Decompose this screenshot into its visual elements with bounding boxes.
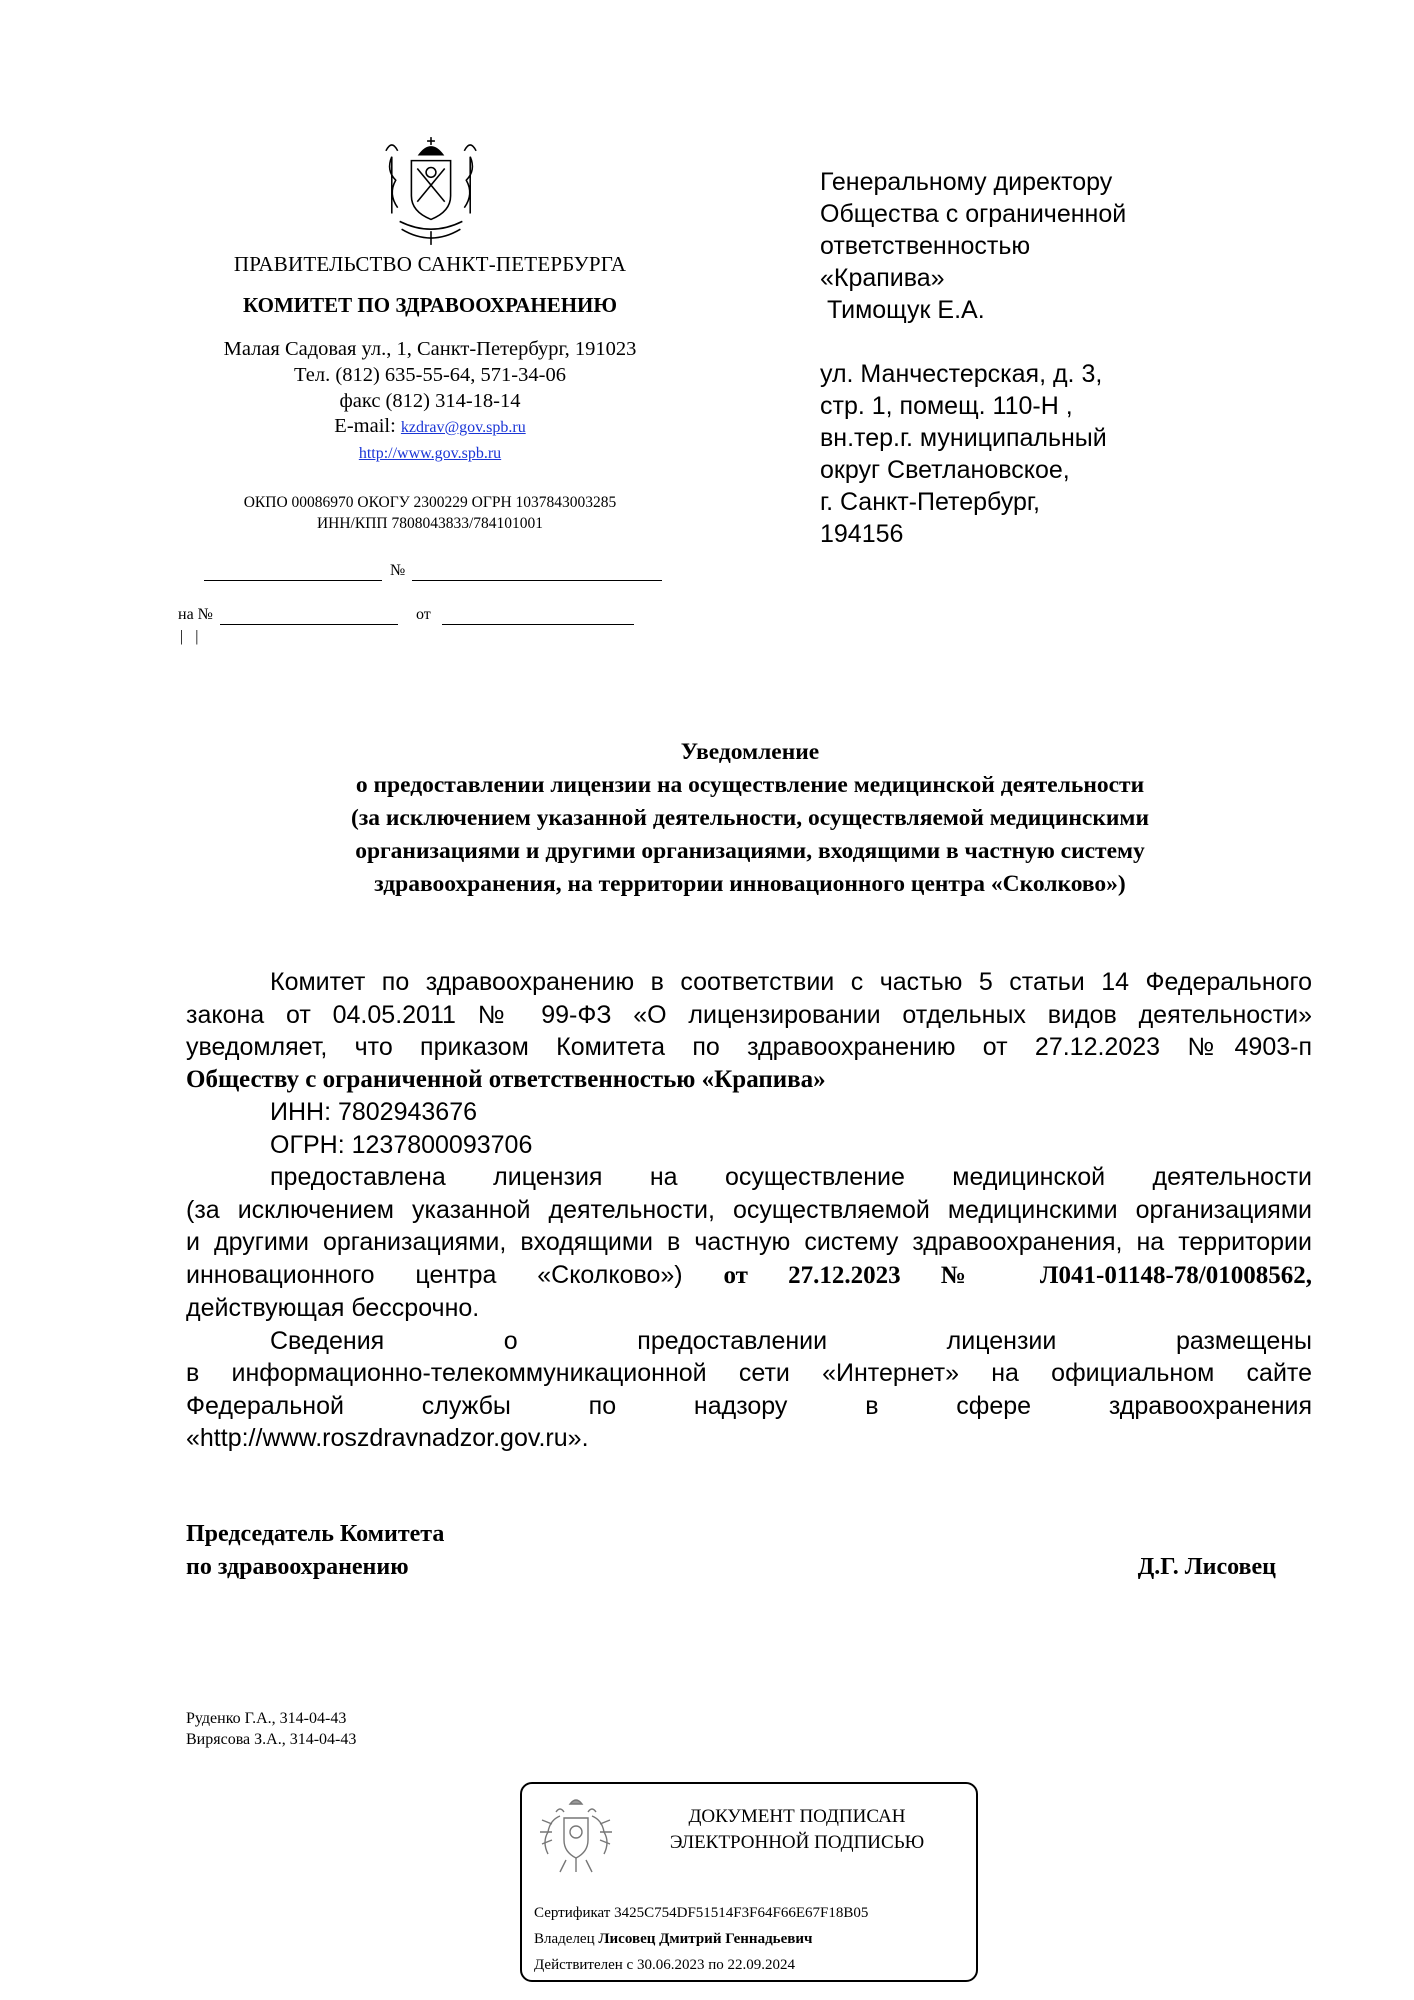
recipient-address-line: округ Светлановское, [820,456,1070,484]
email-link[interactable]: kzdrav@gov.spb.ru [400,419,526,436]
title-line: здравоохранения, на территории инновационного центра «Сколково») [374,871,1126,897]
letterhead [170,252,690,534]
licensee-name: Обществу с ограниченной ответственностью «Крапива» [186,1065,826,1093]
certificate-validity: Действителен с 30.06.2023 по 22.09.2024 [534,1957,795,1973]
body-line: действующая бессрочно. [186,1294,480,1322]
body-line: в информационно-телекоммуникационной сети «Интернет» на официальном сайте [186,1359,1312,1387]
license-number: от 27.12.2023 № Л041-01148-78/01008562, [723,1261,1313,1289]
reference-from-label: от [416,606,431,623]
committee-address: Малая Садовая ул., 1, Санкт-Петербург, 191023 [223,338,637,360]
stamp-heading-line: ЭЛЕКТРОННОЙ ПОДПИСЬЮ [669,1832,925,1853]
body-line: предоставлена лицензия на осуществление медицинской деятельности [270,1163,1312,1191]
title-line: о предоставлении лицензии на осуществление медицинской деятельности [355,772,1145,798]
committee-fax: факс (812) 314-18-14 [339,390,521,412]
notice-body [186,966,1312,1455]
okpo-okogu-ogrn: ОКПО 00086970 ОКОГУ 2300229 ОГРН 1037843003285 [243,494,617,511]
recipient-postcode: 194156 [820,520,904,548]
body-line: и другими организациями, входящими в частную систему здравоохранения, на территории [186,1228,1312,1256]
stamp-heading [632,1804,962,1856]
website-link[interactable]: http://www.gov.spb.ru [358,445,502,462]
recipient-address-line: вн.тер.г. муниципальный [820,424,1107,452]
reference-number-blank [220,624,398,625]
signer-position: по здравоохранению [186,1554,409,1580]
owner-name: Лисовец Дмитрий Геннадьевич [598,1931,813,1947]
recipient-block [820,166,1260,550]
reference-date-blank [442,624,634,625]
signature-block [186,1518,1276,1584]
licensee-ogrn: ОГРН: 1237800093706 [270,1130,533,1159]
committee-email-line [170,414,690,440]
recipient-address-line: г. Санкт-Петербург, [820,488,1040,516]
reference-number-line [178,604,648,648]
recipient-address-line: стр. 1, помещ. 110-Н , [820,392,1073,420]
body-line: (за исключением указанной деятельности, осуществляемой медицинскими организациями [186,1195,1312,1224]
recipient-name: Тимощук Е.А. [820,296,985,324]
body-line-license [186,1259,1312,1293]
committee-phone: Тел. (812) 635-55-64, 571-34-06 [294,364,566,386]
committee-address-block [170,336,690,414]
russian-double-headed-eagle-icon [536,1794,616,1876]
signer-position: Председатель Комитета [186,1521,445,1547]
title-line: организациями и другими организациями, входящими в частную систему [355,838,1145,864]
notice-title [180,736,1320,901]
body-line: «http://www.roszdravnadzor.gov.ru». [186,1424,589,1452]
recipient-line: ответственностью [820,232,1031,260]
recipient-line: «Крапива» [820,264,945,292]
reference-marks: | | [180,628,203,645]
body-text: инновационного центра «Сколково») [186,1260,724,1289]
recipient-address-line: ул. Манчестерская, д. 3, [820,360,1103,388]
executor-contact: Руденко Г.А., 314-04-43 [186,1710,347,1727]
inn-kpp: ИНН/КПП 7808043833/784101001 [316,515,544,532]
certificate-details [534,1900,868,1978]
executor-contact: Вирясова З.А., 314-04-43 [186,1731,357,1748]
body-line: уведомляет, что приказом Комитета по здравоохранению от 27.12.2023 №4903-п [186,1033,1312,1061]
licensee-inn: ИНН: 7802943676 [270,1098,478,1126]
body-line: закона от 04.05.2011 № 99-ФЗ «О лицензировании отдельных видов деятельности» [186,1000,1312,1029]
spb-coat-of-arms-icon [382,133,480,249]
outgoing-number-line [204,560,664,586]
committee-website-line [170,440,690,466]
number-blank-line [412,580,662,581]
committee-name: КОМИТЕТ ПО ЗДРАВООХРАНЕНИЮ [242,293,618,317]
executors-block [186,1708,356,1750]
body-line: Федеральной службы по надзору в сфере здравоохранения [186,1391,1312,1420]
government-name: ПРАВИТЕЛЬСТВО САНКТ-ПЕТЕРБУРГА [233,252,627,276]
certificate-number: Сертификат 3425C754DF51514F3F64F66E67F18B05 [534,1905,869,1921]
e-signature-stamp [520,1782,978,1982]
title-line: (за исключением указанной деятельности, осуществляемой медицинскими [351,805,1149,831]
date-blank-line [204,580,382,581]
body-line: Сведения о предоставлении лицензии размещены [270,1326,1312,1355]
owner-label: Владелец [534,1931,599,1947]
reference-prefix: на № [178,606,213,623]
recipient-line: Общества с ограниченной [820,200,1127,228]
title-line: Уведомление [680,739,820,765]
stamp-heading-line: ДОКУМЕНТ ПОДПИСАН [688,1806,906,1827]
email-label: E-mail: [334,415,401,437]
certificate-owner [534,1926,868,1952]
number-sign: № [390,562,406,579]
body-line: Комитет по здравоохранению в соответствии с частью 5 статьи 14 Федерального [270,968,1312,996]
recipient-line: Генеральному директору [820,168,1113,196]
signer-name: Д.Г. Лисовец [1137,1554,1276,1580]
registration-codes [170,492,690,534]
